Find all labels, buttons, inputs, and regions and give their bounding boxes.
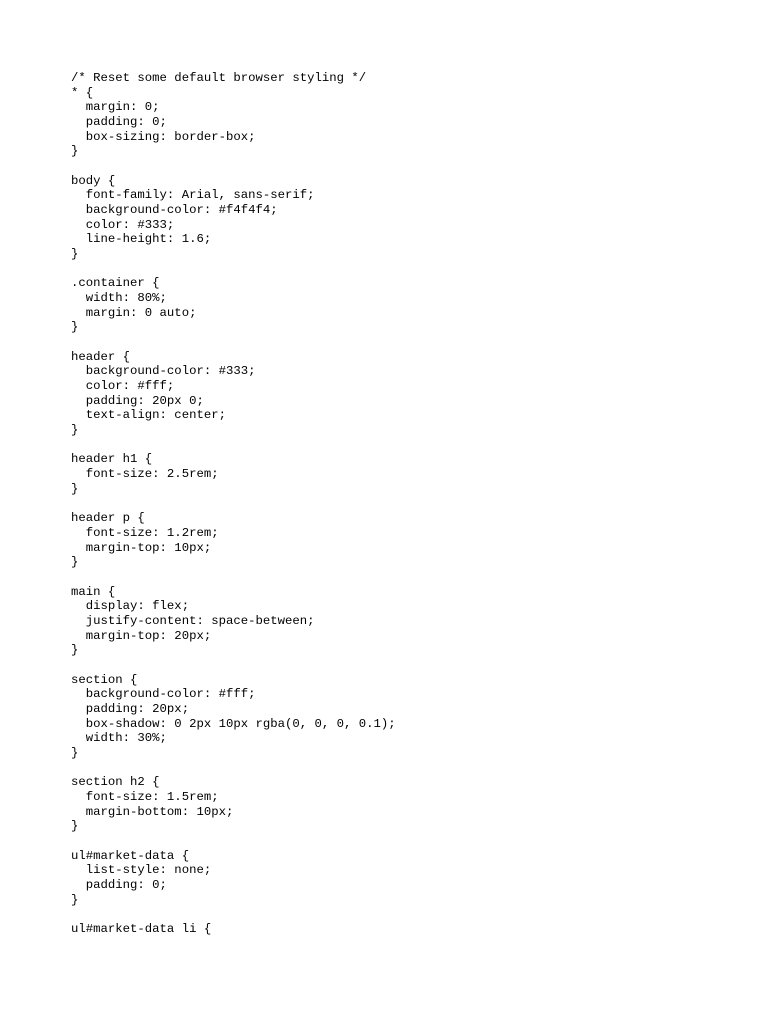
- code-line: box-shadow: 0 2px 10px rgba(0, 0, 0, 0.1);: [71, 716, 396, 731]
- code-line: }: [71, 643, 79, 658]
- code-line: justify-content: space-between;: [71, 613, 315, 628]
- code-line: margin-bottom: 10px;: [71, 804, 234, 819]
- code-line: }: [71, 320, 79, 335]
- code-line: margin-top: 20px;: [71, 628, 212, 643]
- code-line: [71, 907, 396, 922]
- code-line: text-align: center;: [71, 408, 226, 423]
- code-line: padding: 20px;: [71, 701, 190, 716]
- code-line: * {: [71, 85, 94, 100]
- code-line: section h2 {: [71, 775, 160, 790]
- code-line: display: flex;: [71, 599, 190, 614]
- code-line: padding: 20px 0;: [71, 393, 204, 408]
- code-line: }: [71, 144, 79, 159]
- code-line: color: #333;: [71, 217, 175, 232]
- code-line: }: [71, 247, 79, 262]
- code-line: }: [71, 745, 79, 760]
- code-line: font-family: Arial, sans-serif;: [71, 188, 315, 203]
- code-line: box-sizing: border-box;: [71, 129, 256, 144]
- code-line: }: [71, 892, 79, 907]
- code-line: margin: 0 auto;: [71, 305, 197, 320]
- code-line: ul#market-data {: [71, 848, 190, 863]
- code-line: header p {: [71, 511, 145, 526]
- code-line: background-color: #fff;: [71, 687, 256, 702]
- code-line: [71, 658, 396, 673]
- code-line: ul#market-data li {: [71, 921, 212, 936]
- code-line: font-size: 2.5rem;: [71, 467, 219, 482]
- code-line: margin-top: 10px;: [71, 540, 212, 555]
- code-line: header h1 {: [71, 452, 153, 467]
- code-line: padding: 0;: [71, 115, 167, 130]
- code-line: [71, 335, 396, 350]
- code-line: color: #fff;: [71, 379, 175, 394]
- code-line: list-style: none;: [71, 863, 212, 878]
- code-line: background-color: #f4f4f4;: [71, 203, 278, 218]
- code-line: font-size: 1.5rem;: [71, 789, 219, 804]
- code-line: [71, 761, 396, 776]
- code-line: }: [71, 819, 79, 834]
- code-line: [71, 262, 396, 277]
- code-line: width: 80%;: [71, 291, 167, 306]
- code-line: width: 30%;: [71, 731, 167, 746]
- code-line: padding: 0;: [71, 877, 167, 892]
- code-line: [71, 438, 396, 453]
- code-line: }: [71, 481, 79, 496]
- code-line: [71, 496, 396, 511]
- code-line: line-height: 1.6;: [71, 232, 212, 247]
- code-line: body {: [71, 173, 116, 188]
- code-line: .container {: [71, 276, 160, 291]
- code-line: background-color: #333;: [71, 364, 256, 379]
- code-line: [71, 159, 396, 174]
- css-code-block: [71, 71, 396, 937]
- code-line: [71, 570, 396, 585]
- code-line: margin: 0;: [71, 100, 160, 115]
- code-line: main {: [71, 584, 116, 599]
- code-line: }: [71, 423, 79, 438]
- code-line: [71, 834, 396, 849]
- code-line: header {: [71, 349, 131, 364]
- code-line: section {: [71, 672, 138, 687]
- code-line: font-size: 1.2rem;: [71, 525, 219, 540]
- code-line: }: [71, 555, 79, 570]
- code-line: /* Reset some default browser styling */: [71, 71, 367, 85]
